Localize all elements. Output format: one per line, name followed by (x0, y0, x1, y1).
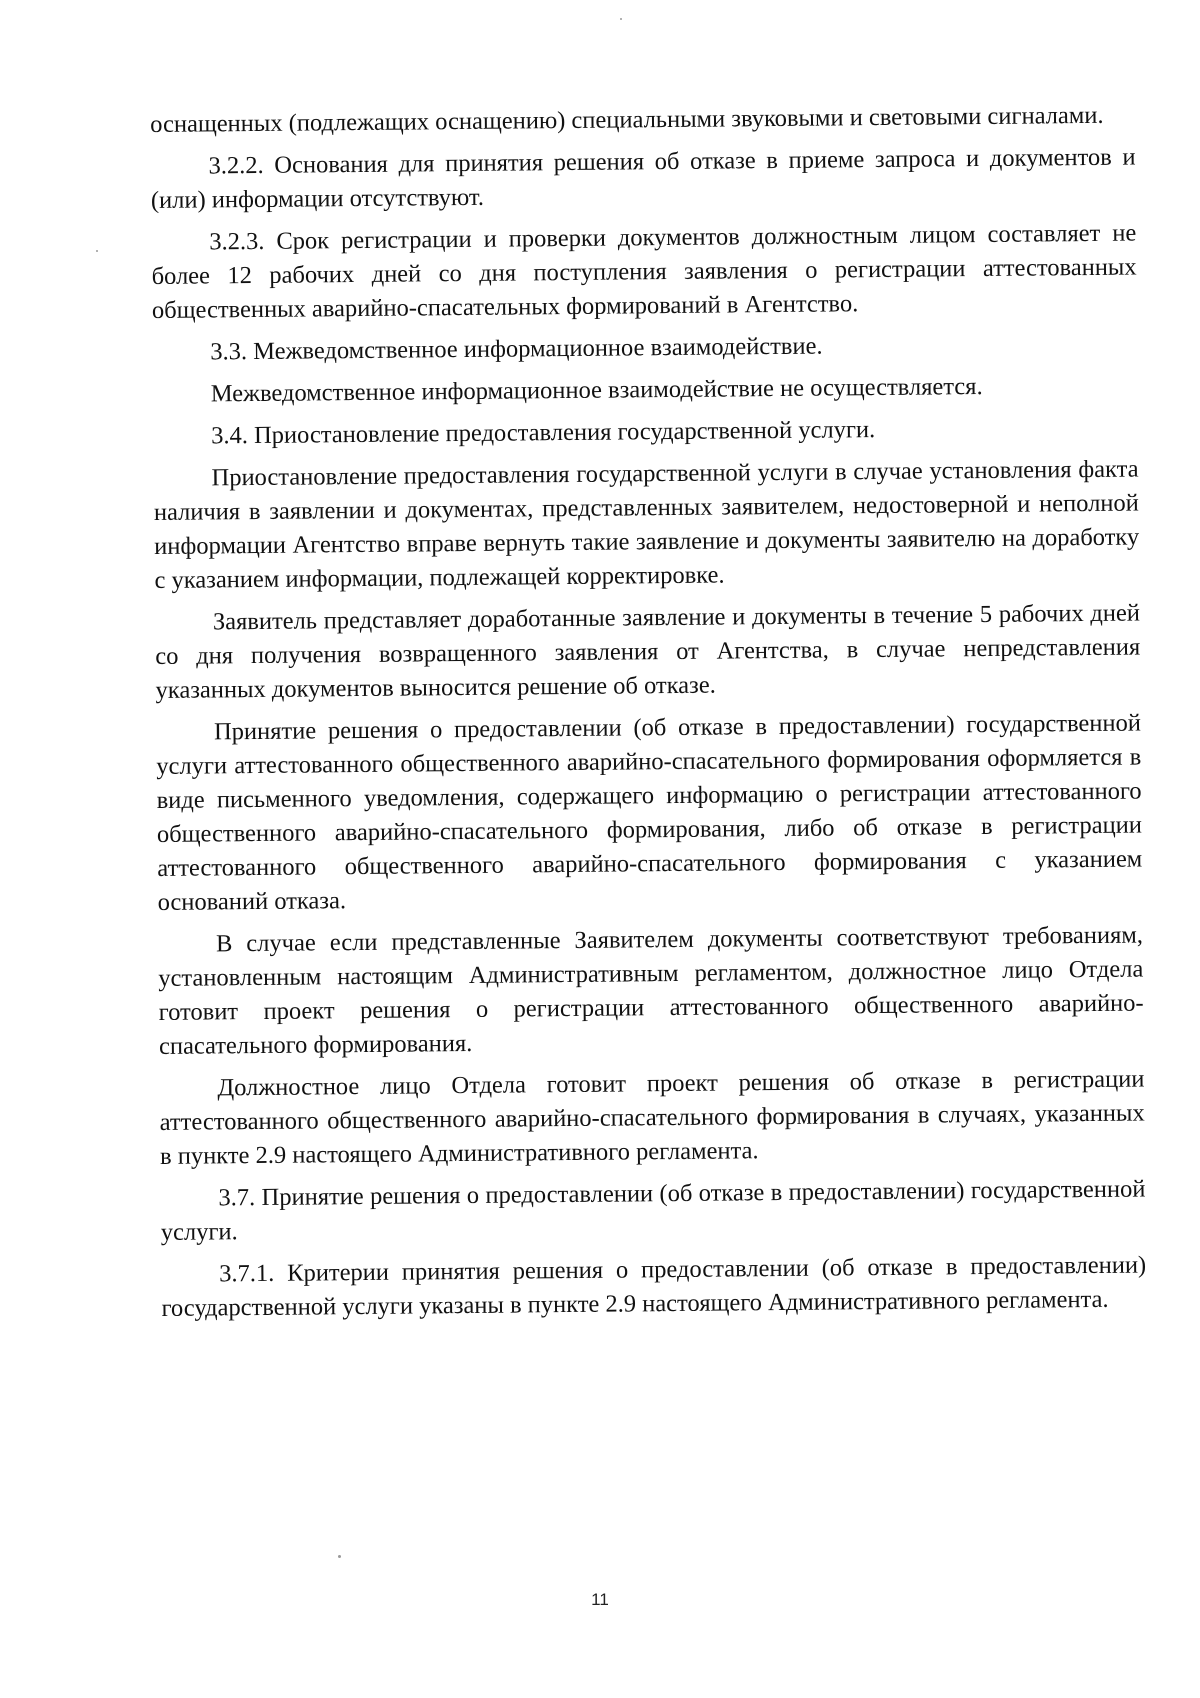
scan-speck (620, 18, 622, 20)
paragraph-refusal-draft: Должностное лицо Отдела готовит проект решения об отказе в регистрации аттестованного общественного аварийно-спасательного формирования в случаях, указанных в пункте 2.9 настоящего Административного регламента. (159, 1065, 1145, 1170)
paragraph-3-7: 3.7. Принятие решения о предоставлении (об отказе в предоставлении) государственной услуги. (160, 1175, 1146, 1246)
paragraph-decision-notice: Принятие решения о предоставлении (об отказе в предоставлении) государственной услуги аттестованного общественного аварийно-спасательного формирования оформляется в виде письменного уведомления, содержащего информацию о регистрации аттестованного общественного аварийно-спасательного формирования, либо об отказе в регистрации аттестованного общественного аварийно-спасательного формирования с указанием оснований отказа. (156, 709, 1143, 916)
scan-speck (96, 250, 98, 252)
paragraph-3-4: 3.4. Приостановление предоставления государственной услуги. (211, 416, 876, 450)
paragraph-3-2-2: 3.2.2. Основания для принятия решения об отказе в приеме запроса и документов и (или) информации отсутствуют. (150, 143, 1136, 214)
paragraph-3-2-3: 3.2.3. Срок регистрации и проверки документов должностным лицом составляет не более 12 рабочих дней со дня поступления заявления о регистрации аттестованных общественных аварийно-спасательных формирований в Агентство. (151, 219, 1137, 324)
document-page (150, 99, 1147, 1334)
paragraph-applicant-resubmit: Заявитель представляет доработанные заявление и документы в течение 5 рабочих дней со дня получения возвращенного заявления от Агентства, в случае непредставления указанных документов выносится решение об отказе. (155, 599, 1141, 704)
paragraph-continuation: оснащенных (подлежащих оснащению) специальными звуковыми и световыми сигналами. (150, 101, 1104, 138)
paragraph-interagency: Межведомственное информационное взаимодействие не осуществляется. (210, 373, 983, 408)
page-number: 11 (591, 1590, 609, 1609)
scan-speck (338, 1555, 341, 1558)
paragraph-registration-draft: В случае если представленные Заявителем документы соответствуют требованиям, установленным настоящим Административным регламентом, должностное лицо Отдела готовит проект решения о регистрации аттестованного общественного аварийно-спасательного формирования. (158, 921, 1144, 1060)
paragraph-suspension: Приостановление предоставления государственной услуги в случае установления факта наличия в заявлении и документах, представленных заявителем, недостоверной и неполной информации Агентство вправе вернуть такие заявление и документы заявителю на доработку с указанием информации, подлежащей корректировке. (153, 455, 1140, 594)
paragraph-3-7-1: 3.7.1. Критерии принятия решения о предоставлении (об отказе в предоставлении) государственной услуги указаны в пункте 2.9 настоящего Административного регламента. (161, 1251, 1147, 1322)
paragraph-3-3: 3.3. Межведомственное информационное взаимодействие. (210, 332, 823, 366)
